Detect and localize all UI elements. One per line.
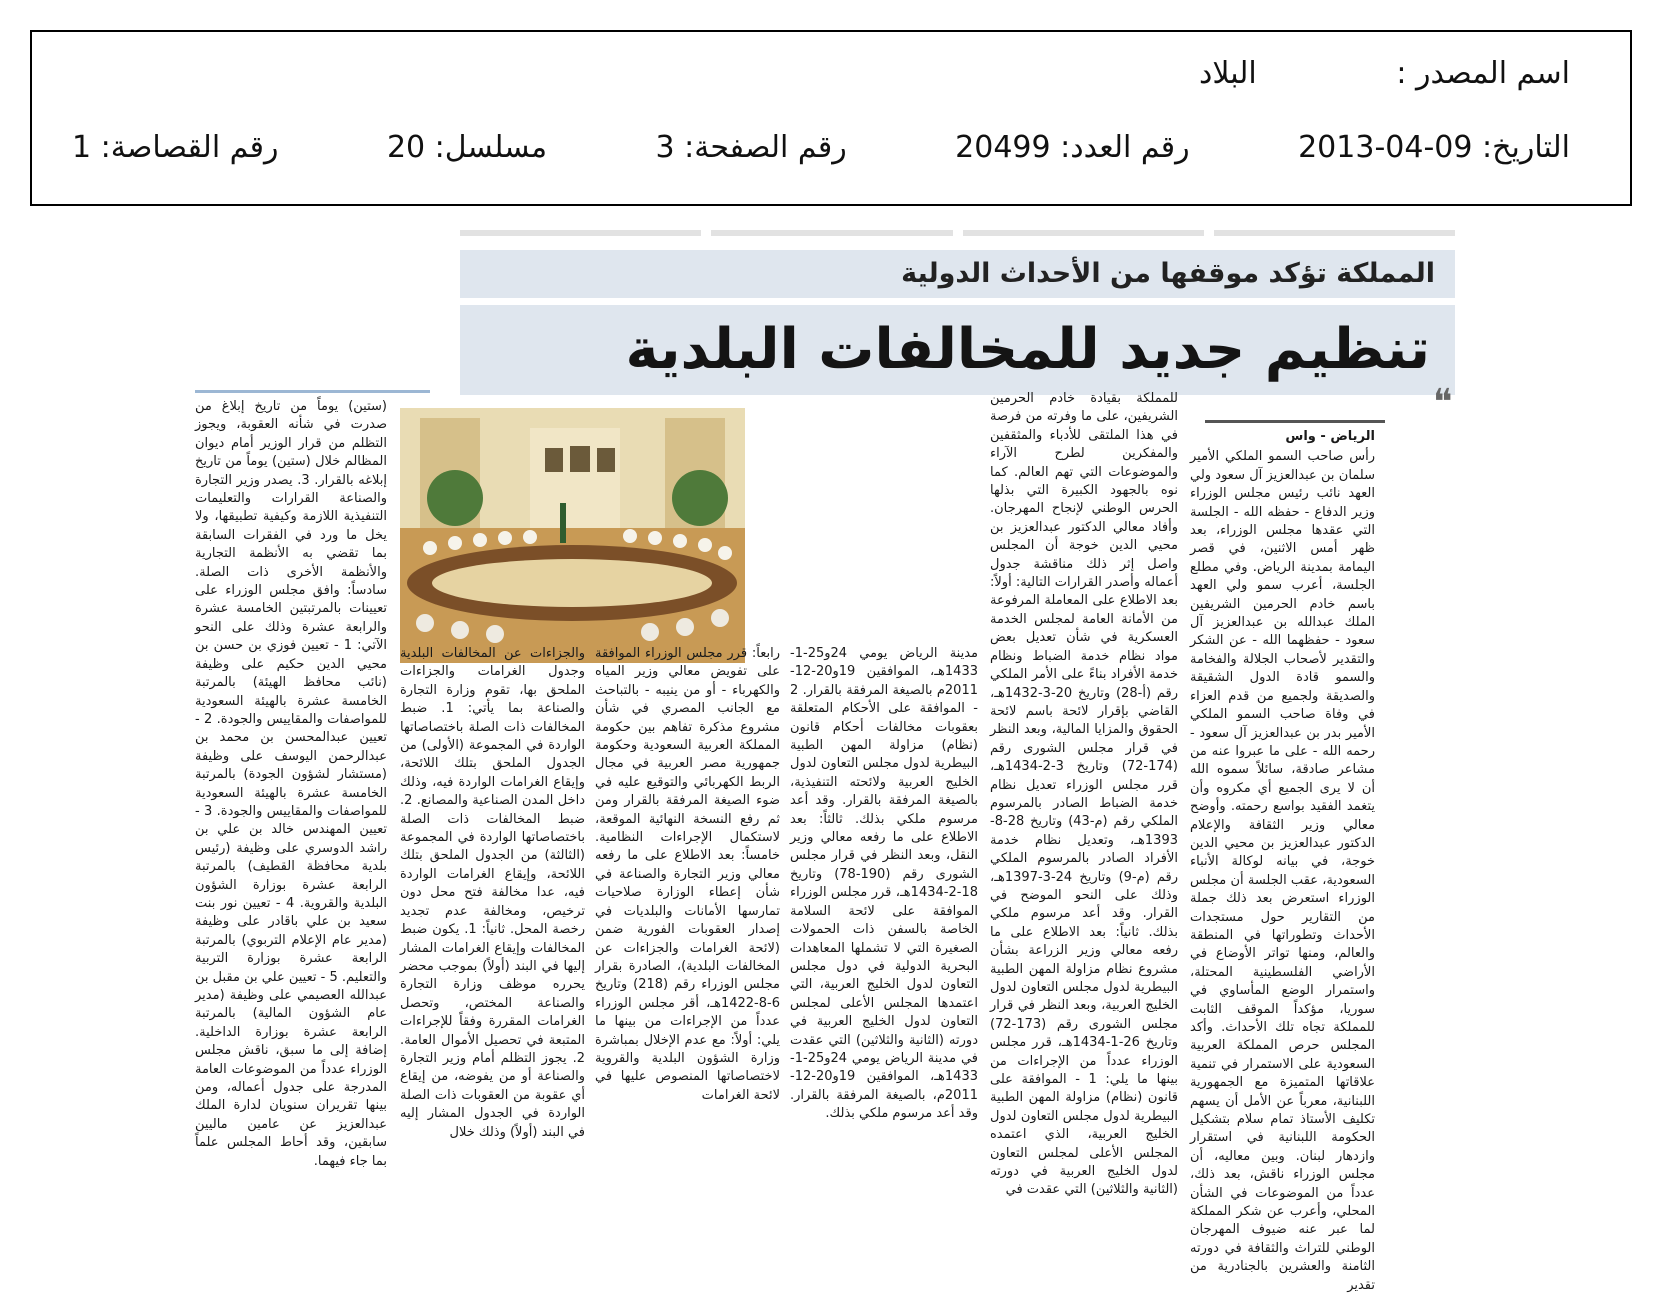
meta-line: [72, 126, 1570, 170]
article-column-4: [595, 645, 780, 1103]
column-text: رابعاً: قرر مجلس الوزراء الموافقة على تفويض معالي وزير المياه والكهرباء - أو من ينيبه - بالتباحث مع الجانب المصري في شأن مشروع مذكرة تفاهم بين حكومة المملكة العربية السعودية وحكومة جمهورية مصر العربية في مجال الربط الكهربائي والتوقيع عليه في ضوء الصيغة المرفقة بالقرار ومن ثم رفع النسخة النهائية الموقعة، لاستكمال الإجراءات النظامية. خامساً: بعد الاطلاع على ما رفعه معالي وزير التجارة والصناعة في شأن إعطاء الوزارة صلاحيات تمارسها الأمانات والبلديات في إصدار العقوبات الفورية ضمن (لائحة الغرامات والجزاءات عن المخالفات البلدية)، الصادرة بقرار مجلس الوزراء رقم (218) وتاريخ 6-8-1422هـ، أقر مجلس الوزراء عدداً من الإجراءات من بينها ما يلي: أولاً: مع عدم الإخلال بمباشرة وزارة الشؤون البلدية والقروية لاختصاصاتها المنصوص عليها في لائحة الغرامات: [595, 646, 780, 1103]
top-decorative-bars: [460, 230, 1455, 236]
meeting-illustration: [400, 408, 745, 663]
article-column-3: [790, 645, 978, 1122]
divider-rule: [195, 390, 430, 393]
date-field: التاريخ: 09-04-2013: [1298, 130, 1570, 165]
cabinet-meeting-photo: [400, 408, 745, 663]
article-headline: تنظيم جديد للمخالفات البلدية: [460, 305, 1455, 395]
source-line: [1199, 52, 1570, 96]
column-text: (ستين) يوماً من تاريخ إبلاغ من صدرت في شأنه العقوبة، ويجوز التظلم من قرار الوزير أمام ديوان المظالم خلال (ستين) يوماً من تاريخ إبلاغه بالقرار. 3. يصدر وزير التجارة والصناعة القرارات والتعليمات التنفيذية اللازمة وكيفية تطبيقها، ولا يخل ما ورد في الفقرات السابقة بما تقضي به الأنظمة التجارية والأنظمة الأخرى ذات الصلة. سادساً: وافق مجلس الوزراء على تعيينات بالمرتبتين الخامسة عشرة والرابعة عشرة وذلك على النحو الآتي: 1 - تعيين فوزي بن حسن بن محيي الدين حكيم على وظيفة (نائب محافظ الهيئة) بالمرتبة الخامسة عشرة بالهيئة السعودية للمواصفات والمقاييس والجودة. 2 - تعيين عبدالمحسن بن محمد بن عبدالرحمن اليوسف على وظيفة (مستشار لشؤون الجودة) بالمرتبة الخامسة عشرة بالهيئة السعودية للمواصفات والمقاييس والجودة. 3 - تعيين المهندس خالد بن علي بن راشد الدوسري على وظيفة (رئيس بلدية محافظة القطيف) بالمرتبة الرابعة عشرة بوزارة الشؤون البلدية والقروية. 4 - تعيين نور بنت سعيد بن علي باقادر على وظيفة (مدير عام الإعلام التربوي) بالمرتبة الرابعة عشرة بوزارة التربية والتعليم. 5 - تعيين علي بن مقبل بن عبدالله العصيمي على وظيفة (مدير عام الشؤون المالية) بالمرتبة الرابعة عشرة بوزارة الداخلية. إضافة إلى ما سبق، ناقش مجلس الوزراء عدداً من الموضوعات العامة المدرجة على جدول أعماله، ومن بينها تقريران سنويان لدارة الملك عبدالعزيز عن عامين ماليين سابقين، وقد أحاط المجلس علماً بما جاء فيهما.: [195, 399, 387, 1169]
column-text: للمملكة بقيادة خادم الحرمين الشريفين، على ما وفرته من فرصة في هذا الملتقى للأدباء والمثقفين والمفكرين لطرح الآراء والموضوعات التي تهم العالم. كما نوه بالجهود الكبيرة التي بذلها الحرس الوطني لإنجاح المهرجان. وأفاد معالي الدكتور عبدالعزيز بن محيي الدين خوجة أن المجلس واصل إثر ذلك مناقشة جدول أعماله وأصدر القرارات التالية: أولاً: بعد الاطلاع على المعاملة المرفوعة من الأمانة العامة لمجلس الخدمة العسكرية في شأن تعديل بعض مواد نظام خدمة الضباط ونظام خدمة الأفراد بناءً على الأمر الملكي رقم (أ-28) وتاريخ 20-3-1432هـ، القاضي بإقرار لائحة باسم لائحة الحقوق والمزايا المالية، وبعد النظر في قرار مجلس الشورى رقم (174-72) وتاريخ 3-2-1434هـ، قرر مجلس الوزراء تعديل نظام خدمة الضباط الصادر بالمرسوم الملكي رقم (م-43) وتاريخ 28-8-1393هـ، وتعديل نظام خدمة الأفراد الصادر بالمرسوم الملكي رقم (م-9) وتاريخ 24-3-1397هـ، وذلك على النحو الموضح في القرار. وقد أعد مرسوم ملكي بذلك. ثانياً: بعد الاطلاع على ما رفعه معالي وزير الزراعة بشأن مشروع نظام مزاولة المهن الطبية البيطرية لدول مجلس التعاون لدول الخليج العربية، وبعد النظر في قرار مجلس الشورى رقم (173-72) وتاريخ 26-1-1434هـ، قرر مجلس الوزراء عدداً من الإجراءات من بينها ما يلي: 1 - الموافقة على قانون (نظام) مزاولة المهن الطبية البيطرية لدول مجلس التعاون لدول الخليج العربية، الذي اعتمده المجلس الأعلى لمجلس التعاون لدول الخليج العربية في دورته (الثانية والثلاثين) التي عقدت في: [990, 391, 1179, 1198]
article-column-1: [1190, 428, 1375, 1293]
column-text: رأس صاحب السمو الملكي الأمير سلمان بن عبدالعزيز آل سعود ولي العهد نائب رئيس مجلس الوزراء وزير الدفاع - حفظه الله - الجلسة التي عقدها مجلس الوزراء، بعد ظهر أمس الاثنين، في قصر اليمامة بمدينة الرياض. وفي مطلع الجلسة، أعرب سمو ولي العهد باسم خادم الحرمين الشريفين الملك عبدالله بن عبدالعزيز آل سعود - حفظهما الله - عن الشكر والتقدير لأصحاب الجلالة والفخامة والسمو قادة الدول الشقيقة والصديقة ولجميع من قدم العزاء في وفاة صاحب السمو الملكي الأمير بدر بن عبدالعزيز آل سعود - رحمه الله - على ما عبروا عنه من مشاعر صادقة، سائلاً سموه الله أن لا يرى الجميع أي مكروه وأن يتغمد الفقيد بواسع رحمته. وأوضح معالي وزير الثقافة والإعلام الدكتور عبدالعزيز بن محيي الدين خوجة، في بيانه لوكالة الأنباء السعودية، عقب الجلسة أن مجلس الوزراء استعرض بعد ذلك جملة من التقارير حول مستجدات الأحداث وتطوراتها في المنطقة والعالم، ومنها تواتر الأوضاع في الأراضي الفلسطينية المحتلة، واستمرار الوضع المأساوي في سوريا، مؤكداً الموقف الثابت للمملكة تجاه تلك الأحداث. وأكد المجلس حرص المملكة العربية السعودية على الاستمرار في تنمية علاقاتها المتميزة مع الجمهورية اللبنانية، معرباً عن الأمل أن يسهم تكليف الأستاذ تمام سلام بتشكيل الحكومة اللبنانية في استقرار وازدهار لبنان. وبين معاليه، أن مجلس الوزراء ناقش، بعد ذلك، عدداً من الموضوعات في الشأن المحلي، وأعرب عن شكر المملكة لما عبر عنه ضيوف المهرجان الوطني للتراث والثقافة في دورته الثامنة والعشرين بالجنادرية من تقدير: [1190, 449, 1375, 1293]
page-number: رقم الصفحة: 3: [655, 130, 847, 165]
issue-number: رقم العدد: 20499: [955, 130, 1190, 165]
column-text: مدينة الرياض يومي 24و25-1-1433هـ، الموافقين 19و20-12-2011م بالصيغة المرفقة بالقرار. 2 - الموافقة على الأحكام المتعلقة بعقوبات مخالفات أحكام قانون (نظام) مزاولة المهن الطبية البيطرية لدول مجلس التعاون لدول الخليج العربية ولائحته التنفيذية، بالصيغة المرفقة بالقرار. وقد أعد مرسوم ملكي بذلك. ثالثاً: بعد الاطلاع على ما رفعه معالي وزير النقل، وبعد النظر في قرار مجلس الشورى رقم (190-78) وتاريخ 18-2-1434هـ، قرر مجلس الوزراء الموافقة على لائحة السلامة الخاصة بالسفن ذات الحمولات الصغيرة التي لا تشملها المعاهدات البحرية الدولية في دول مجلس التعاون لدول الخليج العربية، التي اعتمدها المجلس الأعلى لمجلس التعاون لدول الخليج العربية في دورته (الثانية والثلاثين) التي عقدت في مدينة الرياض يومي 24و25-1-1433هـ، الموافقين 19و20-12-2011م، بالصيغة المرفقة بالقرار. وقد أعد مرسوم ملكي بذلك.: [790, 646, 978, 1122]
clip-number: رقم القصاصة: 1: [72, 130, 279, 165]
source-info-box: [30, 30, 1632, 206]
quote-mark-icon: ❝: [1433, 382, 1453, 423]
article-column-6: [195, 398, 387, 1169]
divider-rule: [1205, 420, 1385, 423]
serial-number: مسلسل: 20: [386, 130, 548, 165]
source-label: اسم المصدر :: [1396, 56, 1570, 91]
article-column-5: [400, 645, 585, 1140]
column-text: والجزاءات عن المخالفات البلدية وجدول الغرامات والجزاءات الملحق بها، تقوم وزارة التجارة والصناعة بما يأتي: 1. ضبط المخالفات ذات الصلة باختصاصاتها الواردة في المجموعة (الأولى) من الجدول الملحق بتلك اللائحة، وإيقاع الغرامات الواردة فيه، وذلك داخل المدن الصناعية والمصانع. 2. ضبط المخالفات ذات الصلة باختصاصاتها الواردة في المجموعة (الثالثة) من الجدول الملحق بتلك اللائحة، وإيقاع الغرامات الواردة فيه، عدا مخالفة فتح محل دون ترخيص، ومخالفة عدم تجديد رخصة المحل. ثانياً: 1. يكون ضبط المخالفات وإيقاع الغرامات المشار إليها في البند (أولاً) بموجب محضر يحرره موظف وزارة التجارة والصناعة المختص، وتحصل الغرامات المقررة وفقاً للإجراءات المتبعة في تحصيل الأموال العامة. 2. يجوز التظلم أمام وزير التجارة والصناعة أو من يفوضه، من إيقاع أي عقوبة من العقوبات ذات الصلة الواردة في الجدول المشار إليه في البند (أولاً) وذلك خلال: [400, 646, 585, 1140]
article-column-2: [990, 390, 1179, 1198]
article-byline: الرياض - واس: [1285, 429, 1375, 444]
newspaper-clipping: [195, 230, 1455, 1293]
article-kicker: المملكة تؤكد موقفها من الأحداث الدولية: [460, 250, 1455, 298]
source-value: البلاد: [1198, 56, 1257, 91]
